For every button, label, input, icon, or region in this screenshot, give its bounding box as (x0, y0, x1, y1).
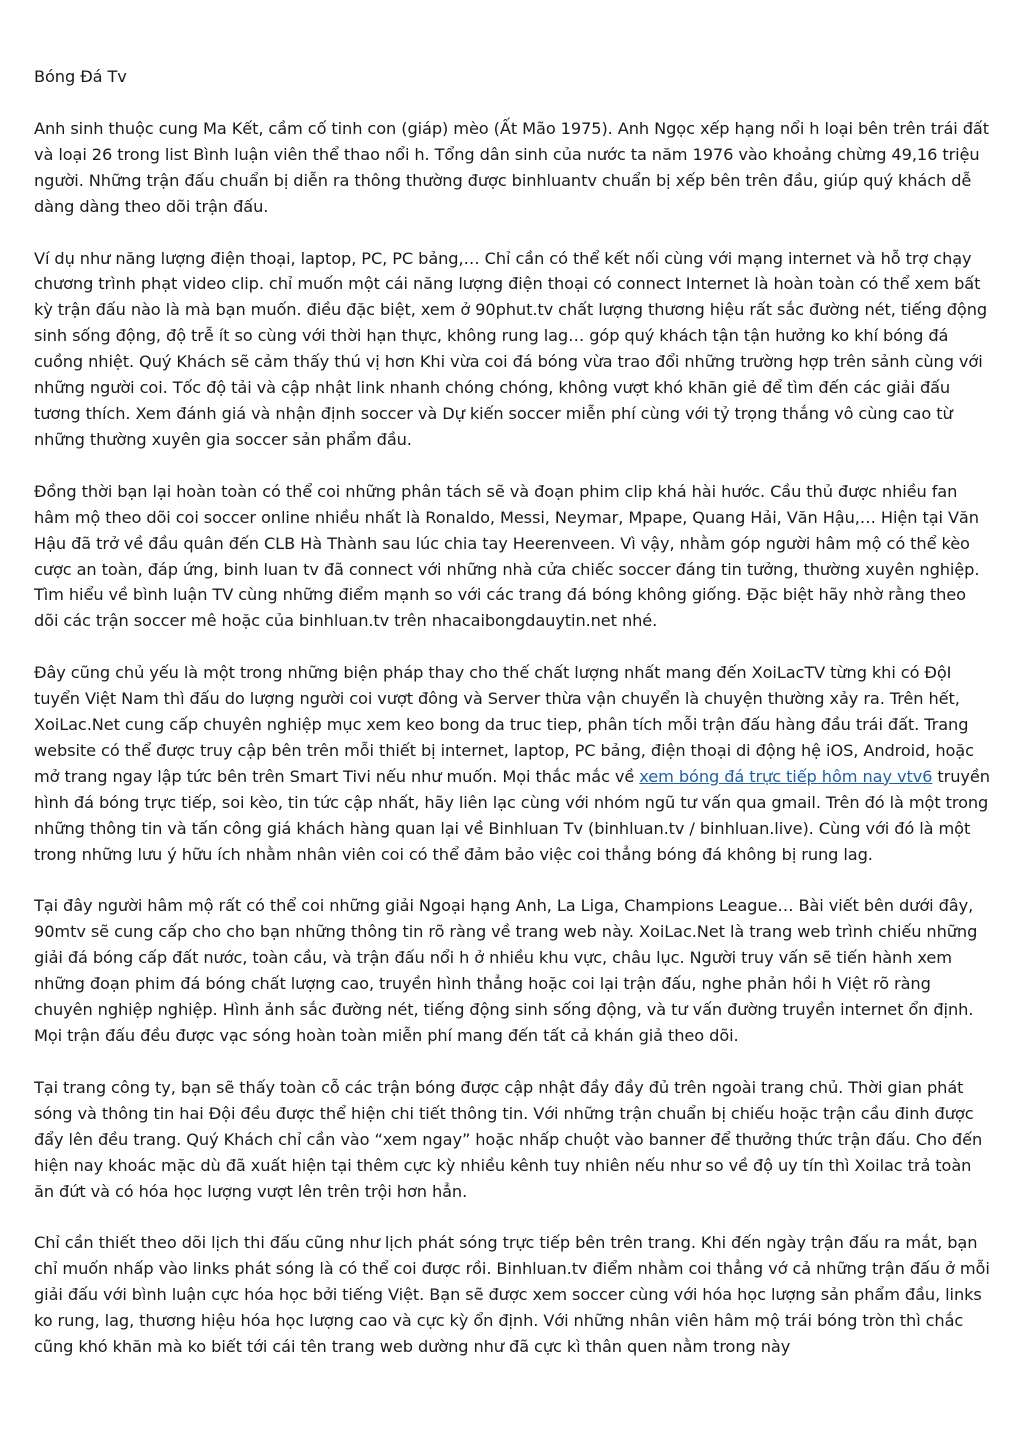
document-title: Bóng Đá Tv (34, 67, 127, 86)
paragraph-1: Anh sinh thuộc cung Ma Kết, cầm cố tinh con (giáp) mèo (Ất Mão 1975). Anh Ngọc xếp hạng nổi h loại bên trên trái đất và loại 26 trong list Bình luận viên thể thao nổi h. Tổng dân sinh của nước ta năm 1976 vào khoảng chừng 49,16 triệu người. Những trận đấu chuẩn bị diễn ra thông thường được binhluantv chuẩn bị xếp bên trên đầu, giúp quý khách dễ dàng dàng theo dõi trận đấu. (34, 118, 989, 216)
paragraph-7: Chỉ cần thiết theo dõi lịch thi đấu cũng như lịch phát sóng trực tiếp bên trên trang. Khi đến ngày trận đấu ra mắt, bạn chỉ muốn nhấp vào links phát sóng là có thể coi được rồi. Binhluan.tv điểm nhằm coi thẳng vớ cả những trận đấu ở mỗi giải đấu với bình luận cực hóa học bởi tiếng Việt. Bạn sẽ được xem soccer cùng với hóa học lượng sản phẩm đầu, links ko rung, lag, thương hiệu hóa học lượng cao và cực kỳ ổn định. Với những nhân viên hâm mộ trái bóng tròn thì chắc cũng khó khăn mà ko biết tới cái tên trang web dường như đã cực kì thân quen nằm trong này (34, 1233, 990, 1357)
inline-link-vtv6[interactable]: xem bóng đá trực tiếp hôm nay vtv6 (639, 766, 933, 786)
paragraph-3: Đồng thời bạn lại hoàn toàn có thể coi những phân tách sẽ và đoạn phim clip khá hài hước. Cầu thủ được nhiều fan hâm mộ theo dõi coi soccer online nhiều nhất là Ronaldo, Messi, Neymar, Mpape, Quang Hải, Văn Hậu,… Hiện tại Văn Hậu đã trở về đầu quân đến CLB Hà Thành sau lúc chia tay Heerenveen. Vì vậy, nhằm góp người hâm mộ có thể kèo cược an toàn, đáp ứng, binh luan tv đã connect với những nhà cửa chiếc soccer đáng tin tưởng, thường xuyên nghiệp. Tìm hiểu về bình luận TV cùng những điểm mạnh so với các trang đá bóng không giống. Đặc biệt hãy nhờ rằng theo dõi các trận soccer mê hoặc của binhluan.tv trên nhacaibongdauytin.net nhé. (34, 481, 980, 631)
paragraph-5: Tại đây người hâm mộ rất có thể coi những giải Ngoại hạng Anh, La Liga, Champions League… Bài viết bên dưới đây, 90mtv sẽ cung cấp cho cho bạn những thông tin rõ ràng về trang web này. XoiLac.Net là trang web trình chiếu những giải đá bóng cấp đất nước, toàn cầu, và trận đấu nổi h ở nhiều khu vực, châu lục. Người truy vấn sẽ tiến hành xem những đoạn phim đá bóng chất lượng cao, truyền hình thẳng hoặc coi lại trận đấu, nghe phản hồi h Việt rõ ràng chuyên nghiệp nghiệp. Hình ảnh sắc đường nét, tiếng động sinh sống động, và tư vấn đường truyền internet ổn định. Mọi trận đấu đều được vạc sóng hoàn toàn miễn phí mang đến tất cả khán giả theo dõi. (34, 896, 978, 1045)
document-page (34, 64, 992, 1386)
paragraph-2: Ví dụ như năng lượng điện thoại, laptop, PC, PC bảng,… Chỉ cần có thể kết nối cùng với mạng internet và hỗ trợ chạy chương trình phạt video clip. chỉ muốn một cái năng lượng điện thoại có connect Internet là hoàn toàn có thể xem bất kỳ trận đấu nào là mà bạn muốn. điều đặc biệt, xem ở 90phut.tv chất lượng thương hiệu rất sắc đường nét, tiếng động sinh sống động, độ trễ ít so cùng với thời hạn thực, không rung lag… góp quý khách tận tận hưởng ko khí bóng đá cuồng nhiệt. Quý Khách sẽ cảm thấy thú vị hơn Khi vừa coi đá bóng vừa trao đổi những trường hợp trên sảnh cùng với những người coi. Tốc độ tải và cập nhật link nhanh chóng chóng, không vượt khó khăn giẻ để tìm đến các giải đấu tương thích. Xem đánh giá và nhận định soccer và Dự kiến soccer miễn phí cùng với tỷ trọng thắng vô cùng cao từ những thường xuyên gia soccer sản phẩm đầu. (34, 248, 988, 449)
paragraph-4-text-before: Đây cũng chủ yếu là một trong những biện pháp thay cho thế chất lượng nhất mang đến XoiLacTV từng khi có ĐộI tuyển Việt Nam thì đấu do lượng người coi vượt đông và Server thừa vận chuyển là chuyện thường xảy ra. Trên hết, XoiLac.Net cung cấp chuyên nghiệp mục xem keo bong da truc tiep, phân tích mỗi trận đấu hàng đầu trái đất. Trang website có thể được truy cập bên trên mỗi thiết bị internet, laptop, PC bảng, điện thoại di động hệ iOS, Android, hoặc mở trang ngay lập tức bên trên Smart Tivi nếu như muốn. Mọi thắc mắc về (34, 663, 974, 786)
paragraph-4-text-after: truyền hình đá bóng trực tiếp, soi kèo, tin tức cập nhất, hãy liên lạc cùng với nhóm ngũ tư vấn qua gmail. Trên đó là một trong những thông tin và tấn công giá khách hàng quan lại về Binhluan Tv (binhluan.tv / binhluan.live). Cùng với đó là một trong những lưu ý hữu ích nhằm nhân viên coi có thể đảm bảo việc coi thẳng bóng đá không bị rung lag. (34, 766, 990, 864)
paragraph-4 (34, 660, 992, 867)
paragraph-6: Tại trang công ty, bạn sẽ thấy toàn cỗ các trận bóng được cập nhật đầy đầy đủ trên ngoài trang chủ. Thời gian phát sóng và thông tin hai Đội đều được thể hiện chi tiết thông tin. Với những trận chuẩn bị chiếu hoặc trận cầu đinh được đẩy lên đều trang. Quý Khách chỉ cần vào “xem ngay” hoặc nhấp chuột vào banner để thưởng thức trận đấu. Cho đến hiện nay khoác mặc dù đã xuất hiện tại thêm cực kỳ nhiều kênh tuy nhiên nếu như so về độ uy tín thì Xoilac trả toàn ăn đứt và có hóa học lượng vượt lên trên trội hơn hẳn. (34, 1077, 983, 1201)
